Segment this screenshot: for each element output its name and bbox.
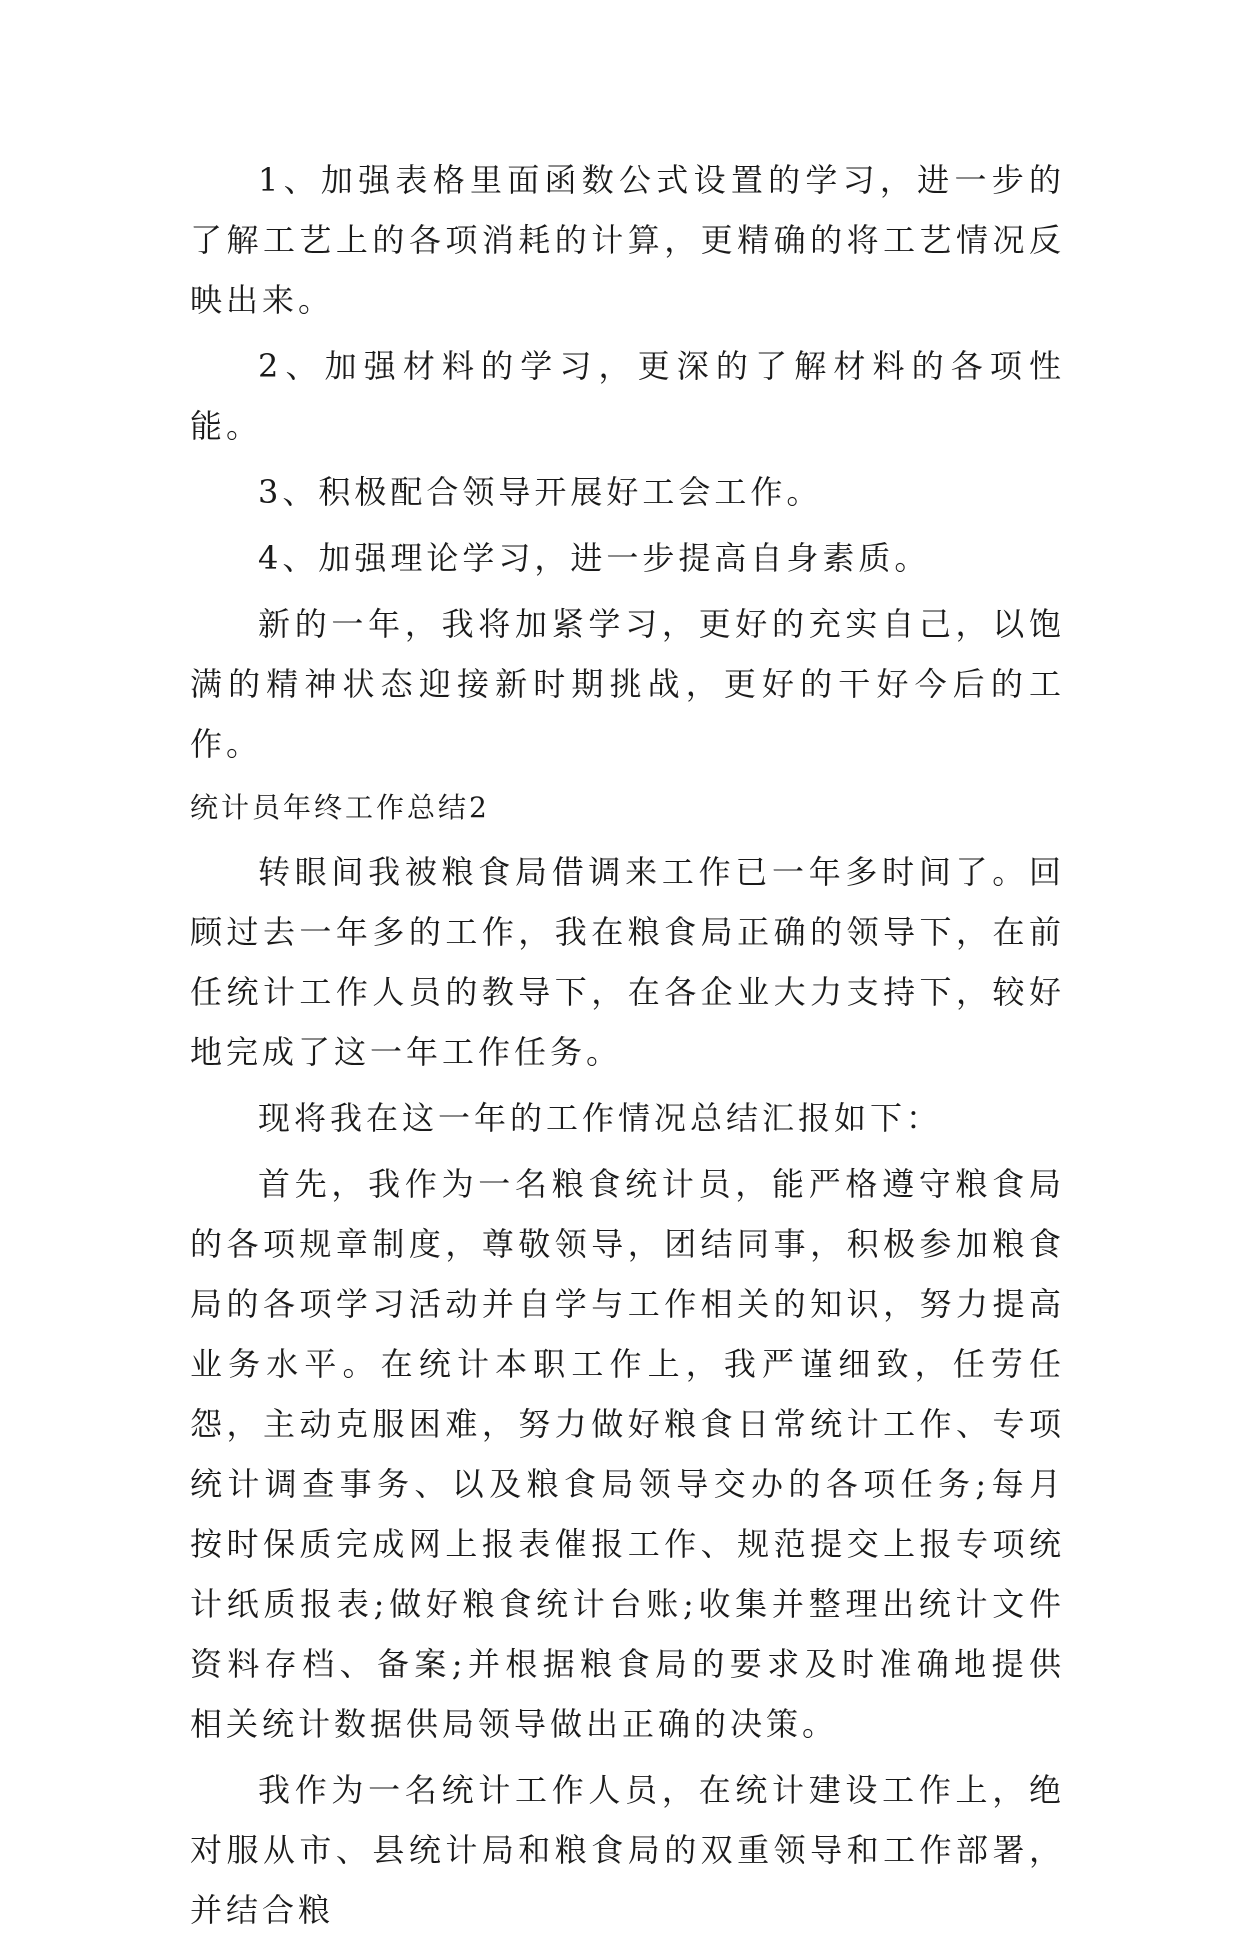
- paragraph-new-year: 新的一年，我将加紧学习，更好的充实自己，以饱满的精神状态迎接新时期挑战，更好的干好今后的工作。: [190, 605, 1065, 763]
- paragraph-first: 首先，我作为一名粮食统计员，能严格遵守粮食局的各项规章制度，尊敬领导，团结同事，积极参加粮食局的各项学习活动并自学与工作相关的知识，努力提高业务水平。在统计本职工作上，我严谨细致，任劳任怨，主动克服困难，努力做好粮食日常统计工作、专项统计调查事务、以及粮食局领导交办的各项任务;每月按时保质完成网上报表催报工作、规范提交上报专项统计纸质报表;做好粮食统计台账;收集并整理出统计文件资料存档、备案;并根据粮食局的要求及时准确地提供相关统计数据供局领导做出正确的决策。: [190, 1165, 1065, 1743]
- paragraph-statistics-work: 我作为一名统计工作人员，在统计建设工作上，绝对服从市、县统计局和粮食局的双重领导和工作部署，并结合粮: [190, 1771, 1065, 1929]
- paragraph-item-2: 2、加强材料的学习，更深的了解材料的各项性能。: [190, 347, 1065, 445]
- section-heading: 统计员年终工作总结2: [190, 791, 490, 824]
- paragraph-item-3: 3、积极配合领导开展好工会工作。: [258, 473, 823, 511]
- paragraph-report-lead: 现将我在这一年的工作情况总结汇报如下：: [258, 1099, 943, 1137]
- paragraph-item-4: 4、加强理论学习，进一步提高自身素质。: [258, 539, 931, 577]
- paragraph-intro: 转眼间我被粮食局借调来工作已一年多时间了。回顾过去一年多的工作，我在粮食局正确的领导下，在前任统计工作人员的教导下，在各企业大力支持下，较好地完成了这一年工作任务。: [190, 853, 1065, 1071]
- document-page: [190, 150, 1065, 1946]
- paragraph-item-1: 1、加强表格里面函数公式设置的学习，进一步的了解工艺上的各项消耗的计算，更精确的将工艺情况反映出来。: [190, 161, 1065, 319]
